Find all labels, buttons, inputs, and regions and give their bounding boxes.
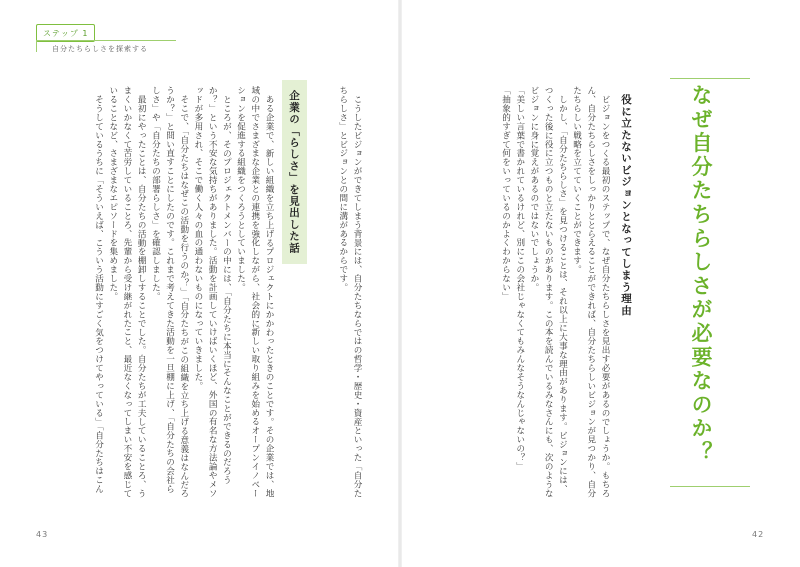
right-quote-1: 「美しい言葉で書かれているけれど、別にこの会社じゃなくてもみんなそうなんじゃないの？」 <box>514 86 525 471</box>
right-page-number: 42 <box>752 530 765 539</box>
left-intro-paragraph: こうしたビジョンができてしまう背景には、自分たちならではの哲学・歴史・資産といった「自分たちらしさ」とビジョンとの間に溝があるからです。 <box>337 86 362 498</box>
right-quote-2: 「抽象的すぎて何をいっているのかよくわからない」 <box>500 86 511 301</box>
right-section-heading: 役に立たないビジョンとなってしまう理由 <box>620 94 632 317</box>
chapter-title: なぜ自分たちらしさが必要なのか？ <box>689 84 713 465</box>
step-tick <box>36 40 37 52</box>
left-paragraph-3: そこで、「自分たちはなぜこの活動を行うのか？」「自分たちがこの組織を立ち上げる意義はなんだろうか？」と問い直すことにしたのです。これまで考えてきた活動を一旦棚に上げ、「自分たちの会社らしさ」や「自分たちの部署らしさ」を確認しました。 <box>150 86 189 498</box>
left-paragraph-4: 最初にやったことは、自分たちの活動を棚卸しすることでした。自分たちが工夫していることろ、うまくいかなくて苦労していることろ、先輩から受け継がれたこと、最近なくなってしまい不安を感じていることなど、さまざまなエピソードを集めました。 <box>107 86 147 498</box>
step-subtitle: 自分たちらしさを探索する <box>52 45 148 53</box>
step-divider <box>36 40 176 41</box>
step-label: ステップ 1 <box>36 24 95 42</box>
left-intro-text <box>318 86 364 498</box>
left-paragraph-1: ある企業で、新しい組織を立ち上げるプロジェクトにかかわったときのことです。その企業では、地域の中でさまざまな企業との連携を強化しながら、社会的に新しい取り組みを始めるオープンイノベーションを促進する組織をつくろうとしていました。 <box>235 86 274 498</box>
left-section-heading: 企業の「らしさ」を見出した話 <box>282 80 307 264</box>
right-paragraph-2: しかし、「自分たちらしさ」を見つけることは、それ以上に大事な理由があります。ビジョンには、つくった後に役に立つものと立たないものがあります。この本を読んでいるみなさんにも、次のようなビジョンに身に覚えがあるのではないでしょうか。 <box>528 86 568 498</box>
right-paragraph-1: ビジョンをつくる最初のステップで、なぜ自分たちらしさを見出す必要があるのでしょうか。もちろん、自分たちらしさをしっかりととらえることができれば、自分たちらしいビジョンが見つかり、自分たちらしい戦略を立てていくことができます。 <box>571 86 610 498</box>
page-gutter <box>398 0 402 567</box>
left-paragraph-2: ところが、そのプロジェクトメンバーの中には、「自分たちに本当にそんなことができるのだろうか？」という不安な気持ちがありました。活動を計画していけばいくほど、外国の有名な方法論やメソッドが多用され、そこで働く人々の血の通わないものになっていきました。 <box>192 86 232 498</box>
left-body-text <box>40 86 276 498</box>
title-rule-bottom <box>670 486 750 487</box>
left-paragraph-5: そうしているうちに「そういえば、こういう活動にすごく気をつけてやっている」「自分たちはこん <box>93 94 104 494</box>
left-page-number: 43 <box>36 530 49 539</box>
title-rule-top <box>670 78 750 79</box>
right-body-text <box>426 86 612 498</box>
